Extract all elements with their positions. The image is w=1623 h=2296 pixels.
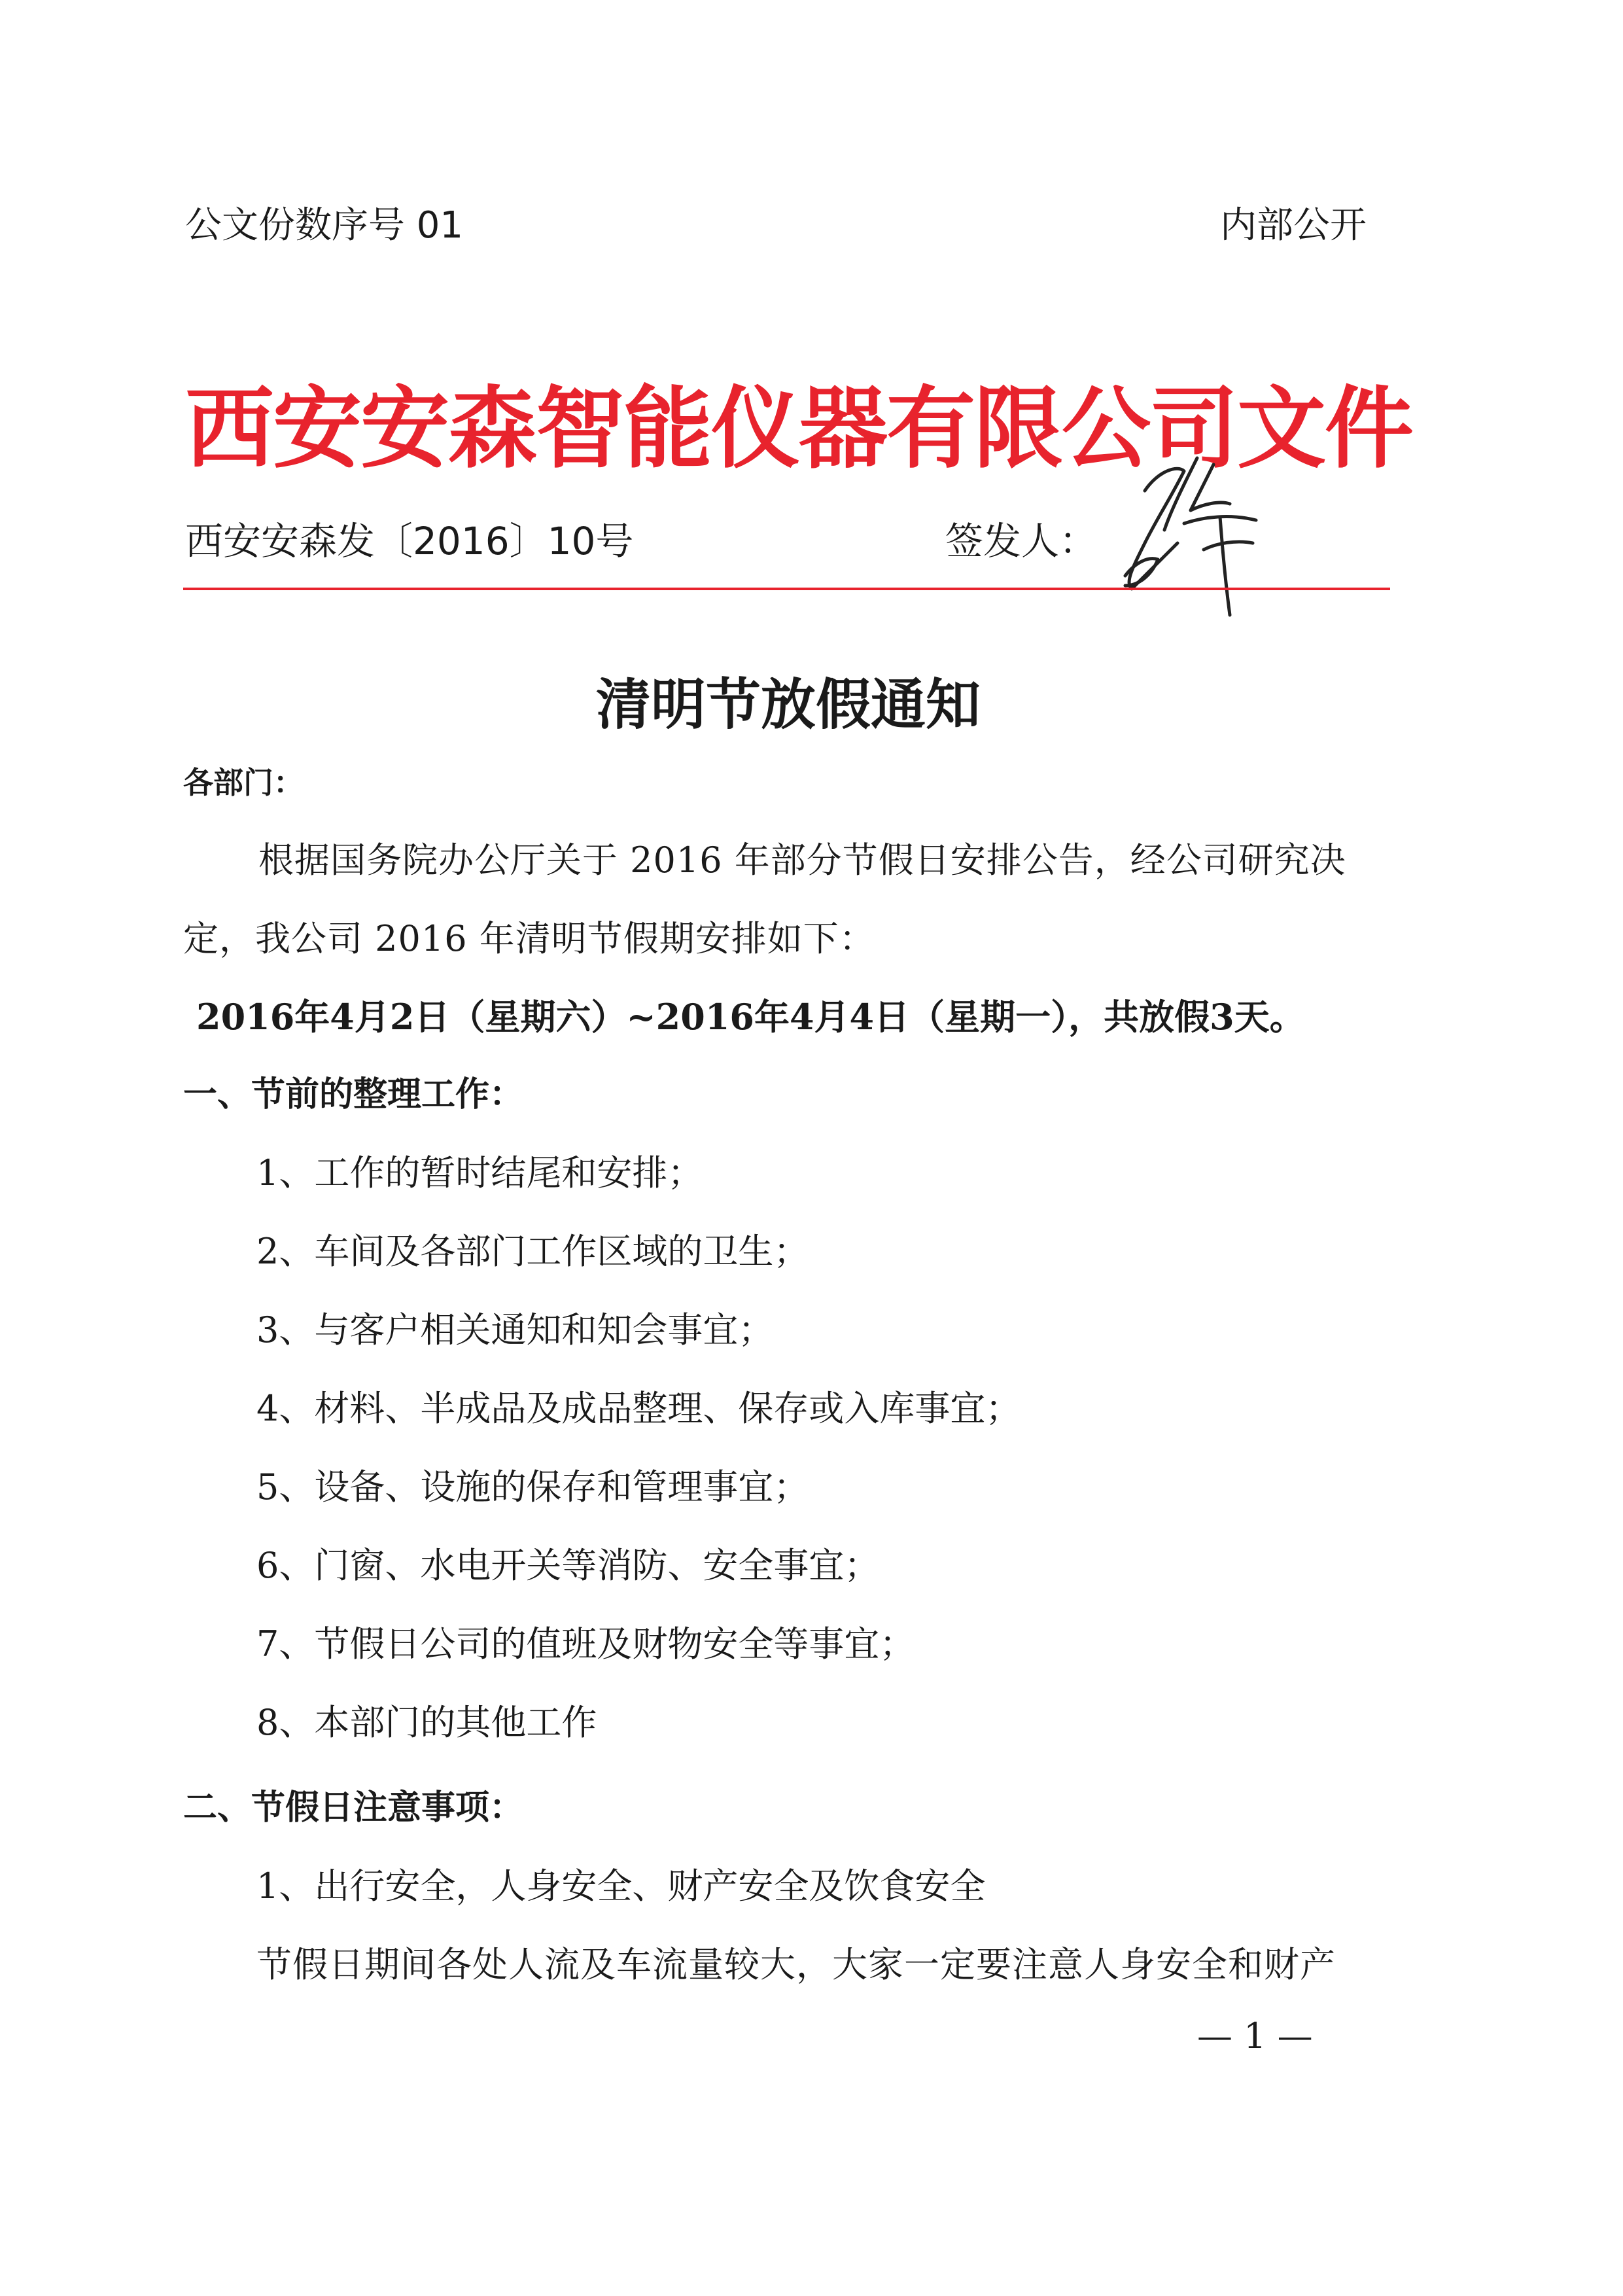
paragraph-line: 根据国务院办公厅关于 2016 年部分节假日安排公告，经公司研究决	[258, 839, 1346, 881]
list-item: 4、材料、半成品及成品整理、保存或入库事宜；	[256, 1388, 1021, 1429]
document-number: 西安安森发〔2016〕10号	[185, 519, 634, 563]
organization-header: 西安安森智能仪器有限公司文件	[185, 378, 1412, 481]
list-item: 6、门窗、水电开关等消防、安全事宜；	[256, 1545, 880, 1586]
holiday-dates: 2016年4月2日（星期六）~2016年4月4日（星期一），共放假3天。	[196, 996, 1305, 1038]
addressee: 各部门：	[183, 765, 304, 800]
paragraph-line: 定，我公司 2016 年清明节假期安排如下：	[183, 918, 875, 959]
list-item: 3、与客户相关通知和知会事宜；	[256, 1309, 774, 1351]
serial-number: 公文份数序号 01	[185, 204, 464, 247]
list-item: 1、出行安全，人身安全、财产安全及饮食安全	[256, 1865, 986, 1907]
paragraph-line: 节假日期间各处人流及车流量较大，大家一定要注意人身安全和财产	[256, 1944, 1336, 1985]
classification-label: 内部公开	[1220, 204, 1367, 247]
notice-title: 清明节放假通知	[595, 673, 981, 737]
list-item: 8、本部门的其他工作	[256, 1702, 597, 1743]
section-title: 一、节前的整理工作：	[183, 1074, 524, 1114]
header-divider	[183, 588, 1390, 590]
list-item: 5、设备、设施的保存和管理事宜；	[256, 1466, 809, 1508]
page-number: — 1 —	[1197, 2015, 1313, 2057]
list-item: 1、工作的暂时结尾和安排；	[256, 1152, 703, 1193]
handwritten-signature	[1106, 445, 1276, 628]
list-item: 7、节假日公司的值班及财物安全等事宜；	[256, 1623, 915, 1665]
issuer-label: 签发人：	[945, 519, 1098, 563]
list-item: 2、车间及各部门工作区域的卫生；	[256, 1231, 809, 1272]
section-title: 二、节假日注意事项：	[183, 1788, 524, 1828]
